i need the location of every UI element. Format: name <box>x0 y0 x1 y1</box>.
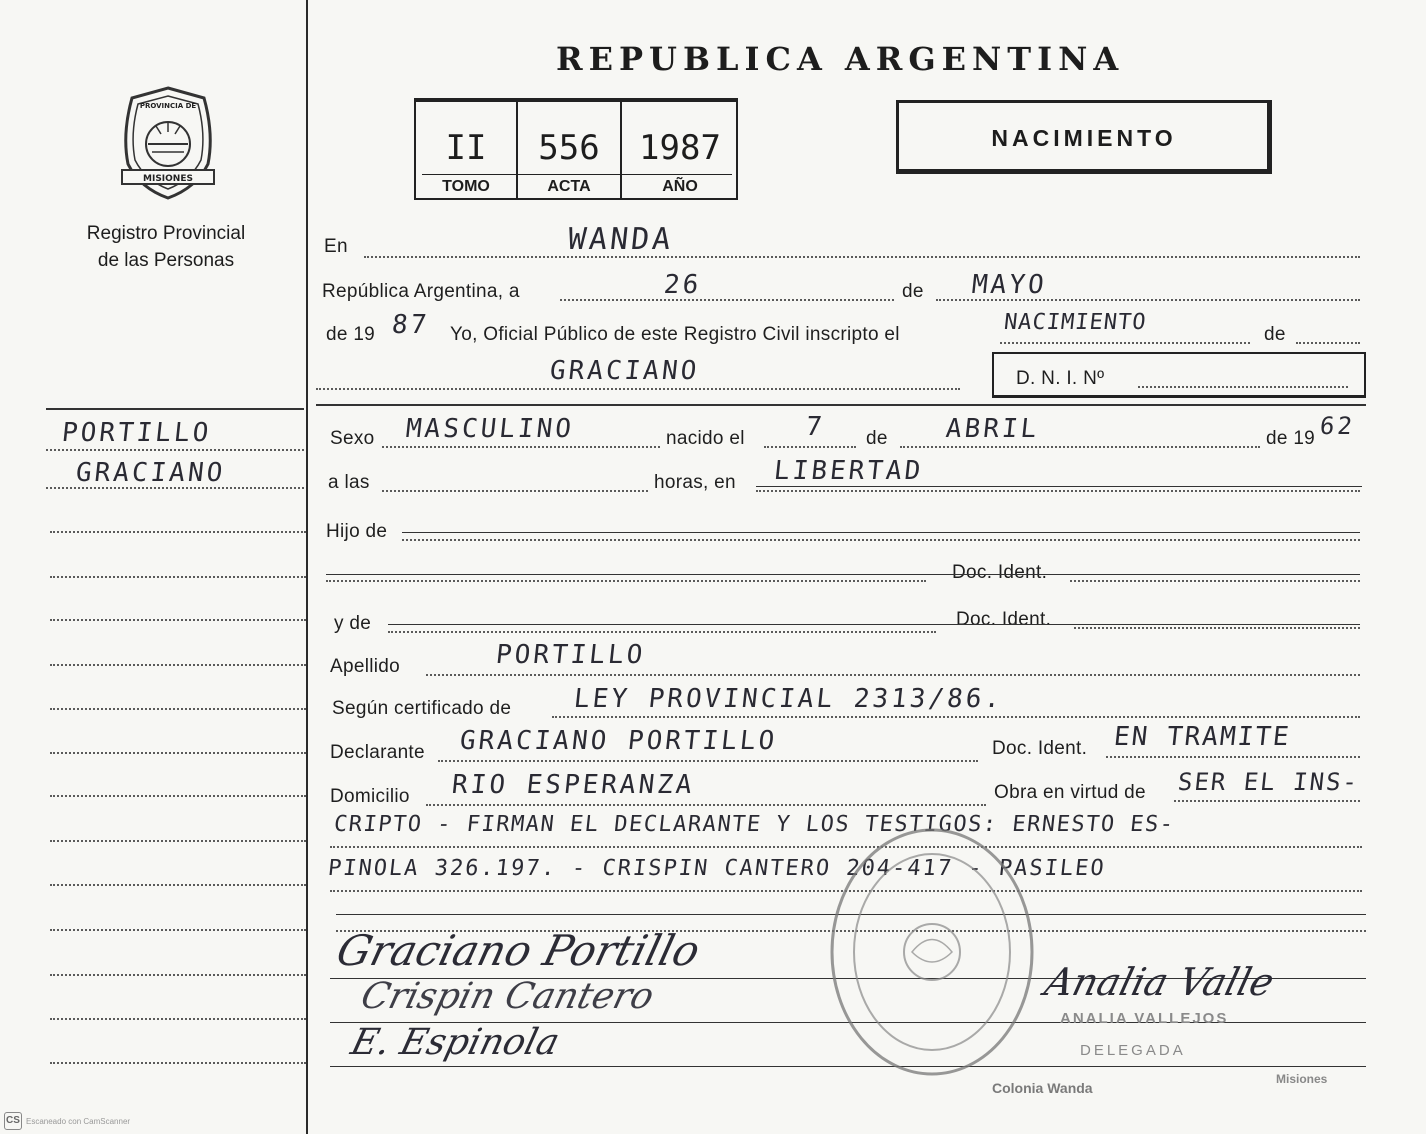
official-round-stamp-icon <box>822 822 1042 1082</box>
acta-value: 556 <box>538 128 600 168</box>
obra-value: SER EL INS- <box>1176 768 1361 796</box>
margin-line <box>50 1062 306 1064</box>
segun-label: Según certificado de <box>332 698 512 719</box>
margin-line <box>50 795 306 797</box>
seal-bottom-text: MISIONES <box>143 174 193 184</box>
stamp-place: Colonia Wanda <box>992 1080 1093 1096</box>
seal-top-text: PROVINCIA DE <box>139 102 197 110</box>
horas-label: horas, en <box>654 472 736 493</box>
father-line <box>326 580 926 582</box>
obs-line-2-text: PINOLA 326.197. - CRISPIN CANTERO 204-417 - PASILEO <box>326 856 1107 881</box>
camscanner-badge <box>4 1112 22 1130</box>
mother-line <box>388 631 936 633</box>
birth-place-line <box>756 490 1360 492</box>
margin-line <box>50 664 306 666</box>
margin-line <box>50 929 306 931</box>
record-type-box <box>896 100 1272 174</box>
declarante-value: GRACIANO PORTILLO <box>458 726 779 756</box>
a-las-label: a las <box>328 472 370 493</box>
camscanner-text: Escaneado con CamScanner <box>26 1117 131 1126</box>
declarante-doc-value: EN TRAMITE <box>1112 722 1293 752</box>
birth-place-value: LIBERTAD <box>772 456 925 486</box>
year-suffix-value: 87 <box>390 310 431 340</box>
dni-line <box>1138 386 1348 388</box>
oficial-text: Yo, Oficial Público de este Registro Civil inscripto el <box>450 324 900 345</box>
apellido-value: PORTILLO <box>494 640 647 670</box>
dni-box <box>992 352 1366 398</box>
inscripto-value: NACIMIENTO <box>1002 310 1148 335</box>
margin-line <box>50 752 306 754</box>
birth-month-line <box>900 446 1260 448</box>
country-title: REPUBLICA ARGENTINA <box>556 40 1125 78</box>
record-type-label: NACIMIENTO <box>991 125 1177 151</box>
ano-value: 1987 <box>639 128 721 168</box>
margin-line <box>46 449 304 451</box>
registry-line2: de las Personas <box>97 250 235 271</box>
sexo-label: Sexo <box>330 428 375 449</box>
declarante-doc-line <box>1106 756 1360 758</box>
segun-line <box>552 716 1360 718</box>
province-seal-icon <box>116 84 220 202</box>
inscripto-line <box>1000 342 1250 344</box>
de-label: de <box>902 281 924 302</box>
margin-line <box>50 884 306 886</box>
obra-line <box>1174 800 1360 802</box>
margin-line <box>50 974 306 976</box>
y-de-label: y de <box>334 613 372 634</box>
day-line <box>560 299 894 301</box>
camscanner-badge-text: CS <box>6 1115 20 1126</box>
margin-line <box>50 531 306 533</box>
domicilio-label: Domicilio <box>330 786 410 807</box>
obs-line-1-text: CRIPTO - FIRMAN EL DECLARANTE Y LOS TESTIGOS: ERNESTO ES- <box>332 812 1176 837</box>
obra-label: Obra en virtud de <box>994 782 1146 803</box>
box-label-line <box>422 174 732 175</box>
dni-label: D. N. I. Nº <box>1016 368 1105 389</box>
registry-line1: Registro Provincial <box>86 223 246 244</box>
mother-underline <box>388 624 1360 625</box>
birth-month-value: ABRIL <box>944 414 1041 444</box>
stamp-name: ANALIA VALLEJOS <box>1060 1010 1229 1027</box>
nacido-label: nacido el <box>666 428 745 449</box>
en-label: En <box>324 236 348 257</box>
record-number-box <box>414 98 738 200</box>
apellido-line <box>426 674 1360 676</box>
de-label-2: de <box>1264 324 1286 345</box>
margin-border <box>306 0 308 1134</box>
declarante-line <box>438 760 978 762</box>
tomo-label: TOMO <box>442 178 490 195</box>
de-label-3: de <box>866 428 888 449</box>
segun-value: LEY PROVINCIAL 2313/86. <box>572 684 1005 714</box>
margin-line <box>50 1018 306 1020</box>
father-doc-line <box>1070 580 1360 582</box>
margin-given-name: GRACIANO <box>74 458 227 488</box>
margin-top-rule <box>46 408 304 410</box>
de-line-2 <box>1296 342 1360 344</box>
birth-year-prefix: de 19 <box>1266 428 1316 449</box>
margin-line <box>50 576 306 578</box>
hijo-line <box>402 539 1360 541</box>
stamp-title: DELEGADA <box>1080 1042 1186 1059</box>
signature-witness-2: E. Espinola <box>346 1022 564 1063</box>
domicilio-value: RIO ESPERANZA <box>450 770 697 800</box>
margin-line <box>50 840 306 842</box>
doc-ident-label-1: Doc. Ident. <box>952 562 1048 583</box>
hijo-label: Hijo de <box>326 521 388 542</box>
margin-line <box>50 619 306 621</box>
year-prefix-label: de 19 <box>326 324 376 345</box>
margin-line <box>50 708 306 710</box>
republica-label: República Argentina, a <box>322 281 520 302</box>
birth-day-value: 7 <box>804 412 827 442</box>
margin-line <box>46 487 304 489</box>
signature-official: Analia Valle <box>1040 960 1279 1004</box>
form-divider <box>316 404 1366 406</box>
sexo-value: MASCULINO <box>404 414 576 444</box>
name-line <box>316 388 960 390</box>
sexo-line <box>382 446 660 448</box>
birth-day-line <box>764 446 856 448</box>
birth-place-underline <box>756 486 1362 487</box>
father-underline <box>326 574 1360 575</box>
registry-name <box>60 220 272 274</box>
day-value: 26 <box>662 270 703 300</box>
month-value: MAYO <box>970 270 1049 300</box>
hour-line <box>382 490 648 492</box>
ano-label: AÑO <box>662 178 698 195</box>
tomo-value: II <box>445 128 487 168</box>
acta-label: ACTA <box>547 178 591 195</box>
declarante-label: Declarante <box>330 742 425 763</box>
en-line <box>364 256 1360 258</box>
en-value: WANDA <box>566 222 676 257</box>
name-value: GRACIANO <box>548 356 701 386</box>
apellido-label: Apellido <box>330 656 401 677</box>
mother-doc-line <box>1074 627 1360 629</box>
birth-year-value: 62 <box>1318 412 1357 440</box>
signature-declarante: Graciano Portillo <box>331 926 705 975</box>
signature-witness-1: Crispin Cantero <box>356 976 658 1017</box>
margin-surname: PORTILLO <box>60 418 213 448</box>
doc-ident-label-3: Doc. Ident. <box>992 738 1088 759</box>
hijo-underline <box>402 532 1360 533</box>
stamp-province: Misiones <box>1276 1072 1328 1086</box>
domicilio-line <box>426 804 986 806</box>
doc-ident-label-2: Doc. Ident. <box>956 609 1052 630</box>
